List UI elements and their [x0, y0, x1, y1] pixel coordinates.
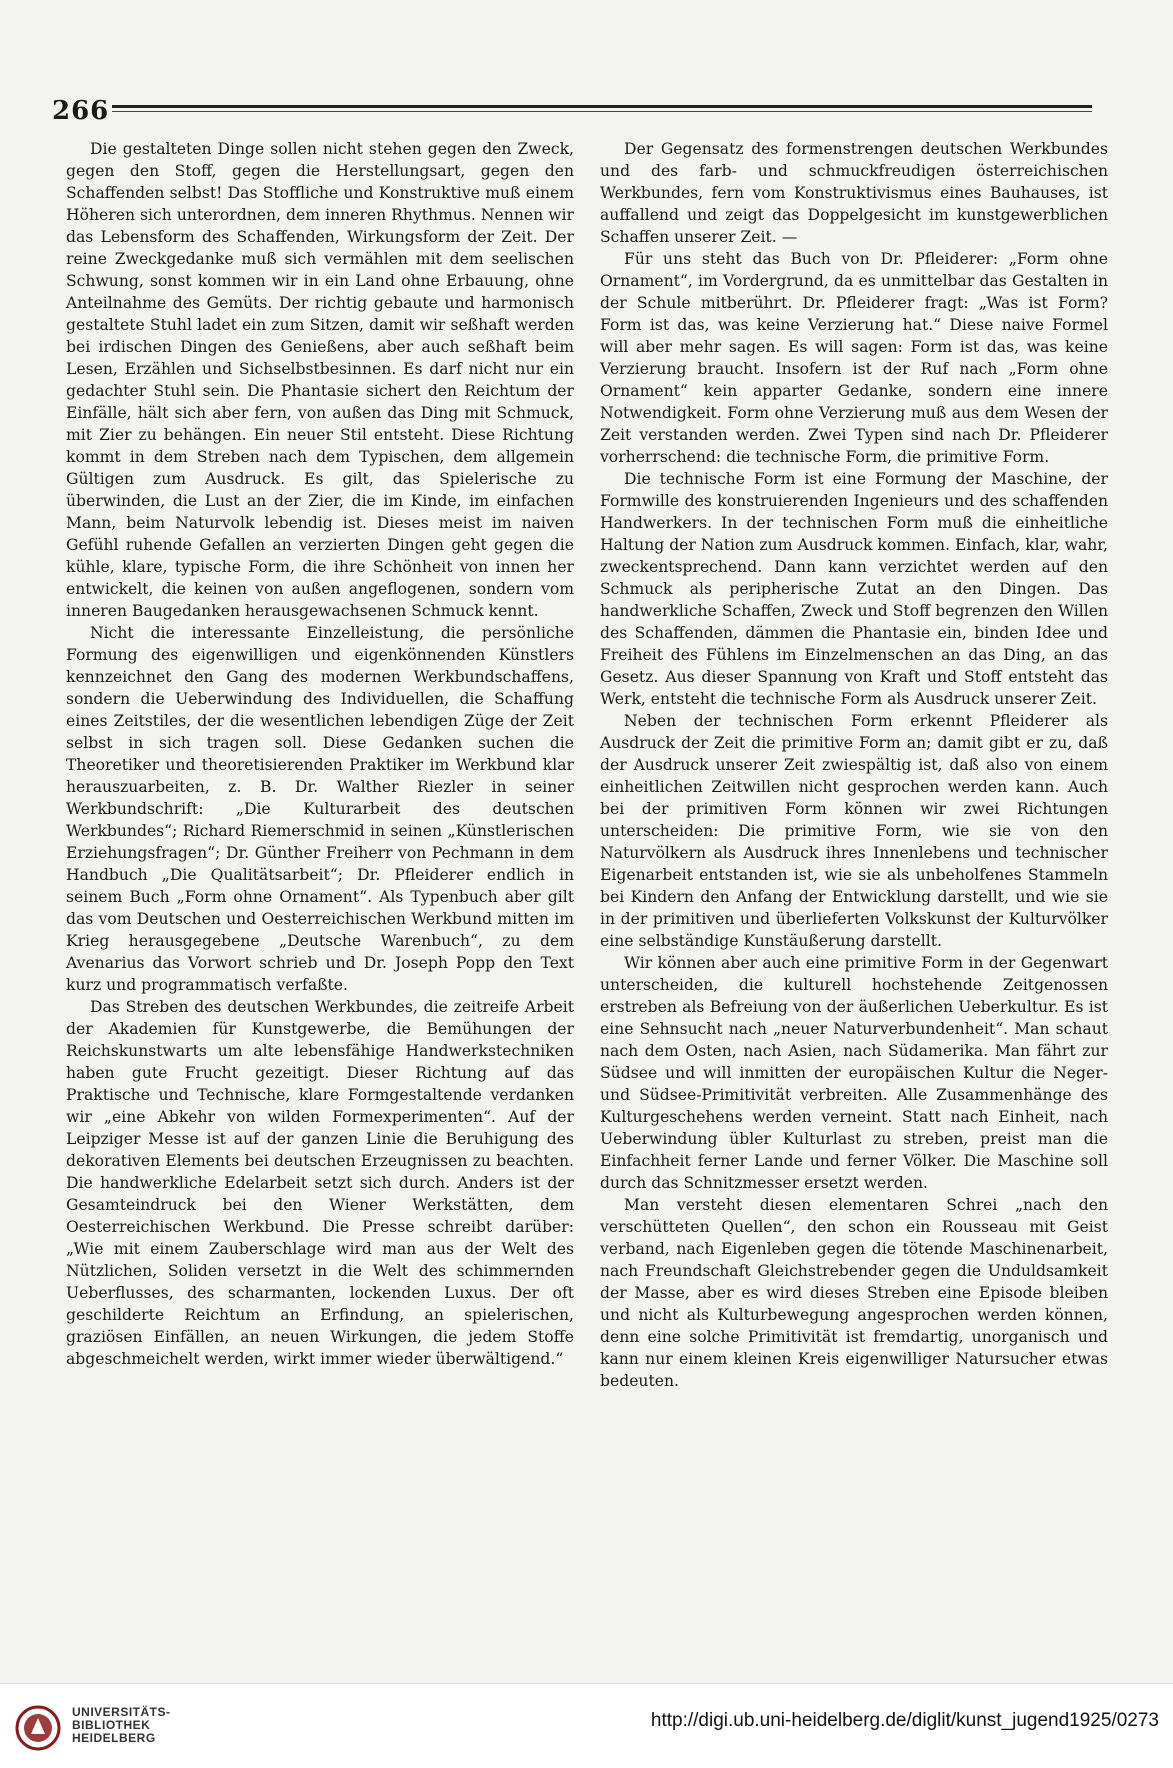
paragraph: Der Gegensatz des formenstrengen deutschen Werkbundes und des farb- und schmuckfreudigen österreichischen Werkbundes, fern vom Konstruktivismus eines Bauhauses, ist auffallend und zeigt das Doppelgesicht im kunstgewerblichen Schaffen unserer Zeit. —: [600, 140, 1108, 246]
right-column: [600, 138, 1108, 1392]
header-rule: [112, 105, 1092, 108]
paragraph: Wir können aber auch eine primitive Form in der Gegenwart unterscheiden, die kulturell hochstehende Zeitgenossen erstreben als Befreiung von der äußerlichen Ueberkultur. Es ist eine Sehnsucht nach „neuer Naturverbundenheit“. Man schaut nach dem Osten, nach Asien, nach Südamerika. Man fährt zur Südsee und will inmitten der europäischen Kultur die Neger- und Südsee-Primitivität verbreiten. Alle Zusammenhänge des Kulturgeschehens werden verneint. Statt nach Einheit, nach Ueberwindung übler Kulturlast zu streben, preist man die Einfachheit ferner Lande und ferner Völker. Die Maschine soll durch das Schnitzmesser ersetzt werden.: [600, 954, 1108, 1192]
library-name: UNIVERSITÄTS- BIBLIOTHEK HEIDELBERG: [72, 1705, 171, 1745]
paragraph: Man versteht diesen elementaren Schrei „nach den verschütteten Quellen“, den schon ein Rousseau mit Geist verband, nach Eigenleben gegen die tötende Maschinenarbeit, nach Freundschaft Gleichstrebender gegen die Unduldsamkeit der Masse, aber es wird dieses Streben eine Episode bleiben und nicht als Kulturbewegung angesprochen werden können, denn eine solche Primitivität ist fremdartig, unorganisch und kann nur einem kleinen Kreis eigenwilliger Natursucher etwas bedeuten.: [600, 1196, 1108, 1390]
paragraph: Neben der technischen Form erkennt Pfleiderer als Ausdruck der Zeit die primitive Form an; damit gibt er zu, daß der Ausdruck unserer Zeit zwiespältig ist, daß also von einem einheitlichen Zeitwillen nicht gesprochen werden kann. Auch bei der primitiven Form können wir zwei Richtungen unterscheiden: Die primitive Form, wie sie von den Naturvölkern als Ausdruck ihres Innenlebens und technischer Eigenarbeit entstanden ist, wie sie als unbeholfenes Stammeln bei Kindern den Anfang der Entwicklung darstellt, und wie sie in der primitiven und überlieferten Volkskunst der Kulturvölker eine selbständige Kunstäußerung darstellt.: [600, 712, 1108, 950]
library-footer: [0, 1683, 1173, 1768]
paragraph: Das Streben des deutschen Werkbundes, die zeitreife Arbeit der Akademien für Kunstgewerbe, die Bemühungen der Reichskunstwarts um alte lebensfähige Handwerkstechniken haben gute Frucht gezeitigt. Dieser Richtung auf das Praktische und Technische, klare Formgestaltende verdanken wir „eine Abkehr von wilden Formexperimenten“. Auf der Leipziger Messe ist auf der ganzen Linie die Beruhigung des dekorativen Elements bei deutschen Erzeugnissen zu beachten. Die handwerkliche Edelarbeit setzt sich durch. Anders ist der Gesamteindruck bei den Wiener Werkstätten, dem Oesterreichischen Werkbund. Die Presse schreibt darüber: „Wie mit einem Zauberschlage wird man aus der Welt des Nützlichen, Soliden versetzt in die Welt des schimmernden Ueberflusses, des scharmanten, lockenden Luxus. Der oft geschilderte Reichtum an Erfindung, an spielerischen, graziösen Einfällen, an neuen Wirkungen, die jedem Stoffe abgeschmeichelt werden, wirkt immer wieder überwältigend.“: [66, 998, 574, 1368]
page-header: [52, 96, 1092, 126]
permalink-url[interactable]: http://digi.ub.uni-heidelberg.de/diglit/kunst_jugend1925/0273: [650, 1710, 1159, 1731]
heidelberg-seal-icon: [14, 1704, 66, 1752]
paragraph: Die gestalteten Dinge sollen nicht stehen gegen den Zweck, gegen den Stoff, gegen die Herstellungsart, gegen den Schaffenden selbst! Das Stoffliche und Konstruktive muß einem Höheren sich unterordnen, dem inneren Rhythmus. Nennen wir das Lebensform des Schaffenden, Wirkungsform der Zeit. Der reine Zweckgedanke muß sich vermählen mit dem seelischen Schwung, sonst kommen wir in ein Land ohne Erbauung, ohne Anteilnahme des Gemüts. Der richtig gebaute und harmonisch gestaltete Stuhl ladet ein zum Sitzen, damit wir seßhaft werden bei irdischen Dingen des Genießens, aber auch seßhaft beim Lesen, Erzählen und Sichselbstbesinnen. Es darf nicht nur ein gedachter Stuhl sein. Die Phantasie sichert den Reichtum der Einfälle, hält sich aber fern, von außen das Ding mit Schmuck, mit Zier zu behängen. Ein neuer Stil entsteht. Diese Richtung kommt in dem Streben nach dem Typischen, dem allgemein Gültigen zum Ausdruck. Es gilt, das Spielerische zu überwinden, die Lust an der Zier, die im Kinde, im einfachen Mann, beim Naturvolk lebendig ist. Dieses meist im naiven Gefühl ruhende Gefallen an verzierten Dingen geht gegen die kühle, klare, typische Form, die ihre Schönheit von innen her entwickelt, die keinen von außen angeflogenen, sondern vom inneren Baugedanken herausgewachsenen Schmuck kennt.: [66, 140, 574, 620]
paragraph: Für uns steht das Buch von Dr. Pfleiderer: „Form ohne Ornament“, im Vordergrund, da es unmittelbar das Gestalten in der Schule mitberührt. Dr. Pfleiderer fragt: „Was ist Form? Form ist das, was keine Verzierung hat.“ Diese naive Formel will aber mehr sagen. Es will sagen: Form ist das, was keine Verzierung braucht. Insofern ist der Ruf nach „Form ohne Ornament“ kein apparter Gedanke, sondern eine innere Notwendigkeit. Form ohne Verzierung muß aus dem Wesen der Zeit verstanden werden. Zwei Typen sind nach Dr. Pfleiderer vorherrschend: die technische Form, die primitive Form.: [600, 250, 1108, 466]
header-rule-thin: [112, 111, 1092, 112]
paragraph: Die technische Form ist eine Formung der Maschine, der Formwille des konstruierenden Ingenieurs und des schaffenden Handwerkers. In der technischen Form muß die einheitliche Haltung der Nation zum Ausdruck kommen. Einfach, klar, wahr, zweckentsprechend. Dann kann verzichtet werden auf den Schmuck als peripherische Zutat an den Dingen. Das handwerkliche Schaffen, Zweck und Stoff begrenzen den Willen des Schaffenden, dämmen die Phantasie ein, binden Idee und Freiheit des Fühlens im Einzelmenschen an das Ding, an das Gesetz. Aus dieser Spannung von Kraft und Stoff entsteht das Werk, entsteht die technische Form als Ausdruck unserer Zeit.: [600, 470, 1108, 708]
paragraph: Nicht die interessante Einzelleistung, die persönliche Formung des eigenwilligen und eigenkönnenden Künstlers kennzeichnet den Gang des modernen Werkbundschaffens, sondern die Ueberwindung des Individuellen, die Schaffung eines Zeitstiles, der die wesentlichen lebendigen Züge der Zeit selbst in sich tragen soll. Diese Gedanken suchen die Theoretiker und theoretisierenden Praktiker im Werkbund klar herauszuarbeiten, z. B. Dr. Walther Riezler in seiner Werkbundschrift: „Die Kulturarbeit des deutschen Werkbundes“; Richard Riemerschmid in seinen „Künstlerischen Erziehungsfragen“; Dr. Günther Freiherr von Pechmann in dem Handbuch „Die Qualitätsarbeit“; Dr. Pfleiderer endlich in seinem Buch „Form ohne Ornament“. Als Typenbuch aber gilt das vom Deutschen und Oesterreichischen Werkbund mitten im Krieg herausgegebene „Deutsche Warenbuch“, zu dem Avenarius das Vorwort schrieb und Dr. Joseph Popp den Text kurz und programmatisch verfaßte.: [66, 624, 574, 994]
page-number: 266: [52, 96, 110, 126]
left-column: [66, 138, 574, 1370]
